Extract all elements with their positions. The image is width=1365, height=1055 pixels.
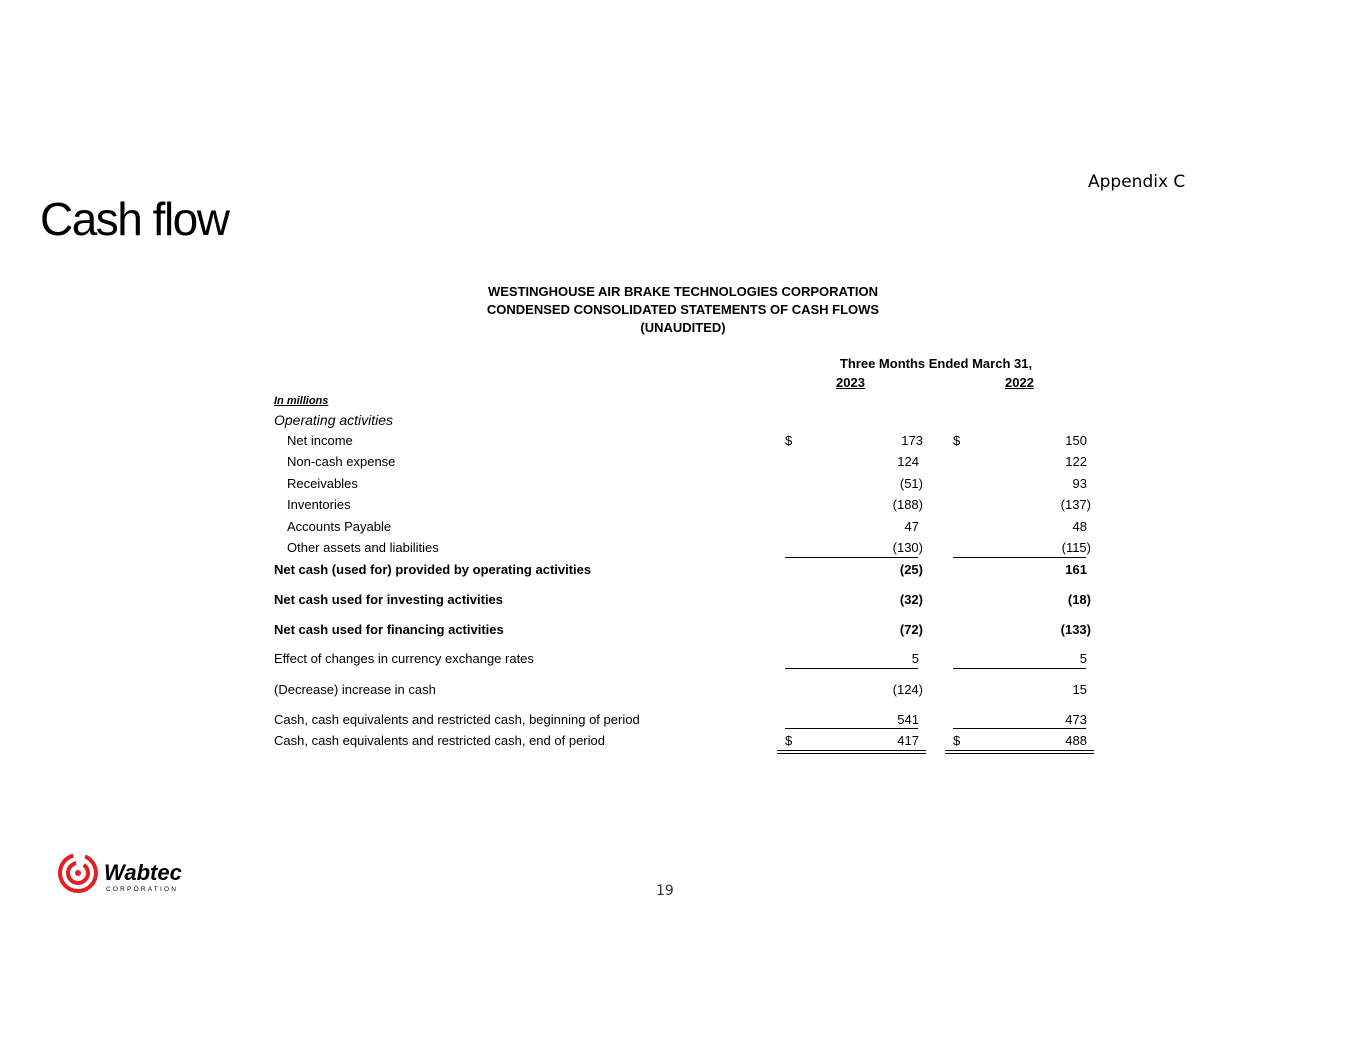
- table-row: [0, 540, 1365, 560]
- header-company: WESTINGHOUSE AIR BRAKE TECHNOLOGIES CORPORATION: [487, 284, 878, 299]
- row-label: Receivables: [287, 476, 358, 491]
- value-2022: 48: [1072, 519, 1087, 534]
- value-2023: (32): [899, 592, 923, 607]
- value-2023: (51): [899, 476, 923, 491]
- value-2023: 5: [911, 651, 919, 666]
- row-label: Inventories: [287, 497, 351, 512]
- table-row: [0, 733, 1365, 753]
- subtotal-rule: [953, 728, 1086, 729]
- unit-label: In millions: [274, 395, 329, 407]
- row-label: Effect of changes in currency exchange rates: [274, 651, 534, 666]
- subtotal-rule: [953, 557, 1086, 558]
- total-double-rule: [777, 750, 926, 754]
- subtotal-rule: [785, 728, 918, 729]
- currency-symbol: $: [785, 733, 793, 748]
- value-2023: 541: [897, 712, 919, 727]
- year-2022: 2022: [1005, 375, 1034, 390]
- subtotal-rule: [953, 668, 1086, 669]
- table-row: [0, 622, 1365, 642]
- value-2022: 150: [1065, 433, 1087, 448]
- logo-name: Wabtec: [104, 860, 182, 885]
- table-row: [0, 682, 1365, 702]
- row-label: (Decrease) increase in cash: [274, 682, 436, 697]
- page-title: Cash flow: [40, 193, 229, 245]
- period-header: Three Months Ended March 31,: [839, 356, 1033, 371]
- header-unaudited: (UNAUDITED): [640, 320, 726, 335]
- subtotal-rule: [785, 668, 918, 669]
- table-row: [0, 592, 1365, 612]
- row-label: Other assets and liabilities: [287, 540, 439, 555]
- value-2022: (133): [1060, 622, 1091, 637]
- total-double-rule: [945, 750, 1094, 754]
- value-2022: 5: [1079, 651, 1087, 666]
- row-label: Cash, cash equivalents and restricted cash, end of period: [274, 733, 605, 748]
- table-row: [0, 433, 1365, 453]
- table-row: [0, 476, 1365, 496]
- value-2022: (18): [1067, 592, 1091, 607]
- currency-symbol: $: [953, 433, 961, 448]
- value-2023: (130): [892, 540, 923, 555]
- value-2022: (115): [1061, 540, 1091, 555]
- row-label: Net cash (used for) provided by operating activities: [274, 562, 592, 577]
- page-number: 19: [656, 883, 674, 899]
- table-row: [0, 497, 1365, 517]
- currency-symbol: $: [785, 433, 793, 448]
- value-2023: (188): [892, 497, 923, 512]
- value-2022: 161: [1065, 562, 1087, 577]
- table-row: [0, 651, 1365, 671]
- value-2023: (124): [892, 682, 923, 697]
- currency-symbol: $: [953, 733, 961, 748]
- value-2023: 47: [904, 519, 919, 534]
- value-2022: 488: [1065, 733, 1087, 748]
- value-2023: 173: [901, 433, 923, 448]
- row-label: Cash, cash equivalents and restricted cash, beginning of period: [274, 712, 640, 727]
- row-label: Net cash used for financing activities: [274, 622, 504, 637]
- table-row: [0, 519, 1365, 539]
- appendix-label: Appendix C: [1088, 172, 1186, 192]
- wabtec-logo: [56, 848, 196, 898]
- header-statement: CONDENSED CONSOLIDATED STATEMENTS OF CASH FLOWS: [486, 302, 880, 317]
- subtotal-rule: [785, 557, 918, 558]
- value-2022: (137): [1060, 497, 1091, 512]
- value-2022: 93: [1072, 476, 1087, 491]
- row-label: Accounts Payable: [287, 519, 392, 534]
- year-2023: 2023: [836, 375, 865, 390]
- value-2022: 15: [1072, 682, 1087, 697]
- value-2022: 473: [1065, 712, 1087, 727]
- value-2022: 122: [1065, 454, 1087, 469]
- value-2023: 417: [897, 733, 919, 748]
- value-2023: (72): [899, 622, 923, 637]
- row-label: Net cash used for investing activities: [274, 592, 504, 607]
- table-row: [0, 712, 1365, 732]
- row-label: Non-cash expense: [287, 454, 396, 469]
- table-row: [0, 562, 1365, 582]
- value-2023: 124: [897, 454, 919, 469]
- section-operating: Operating activities: [274, 412, 394, 428]
- logo-sub: CORPORATION: [106, 886, 179, 893]
- wabtec-logo-icon: [56, 848, 196, 898]
- table-row: [0, 454, 1365, 474]
- value-2023: (25): [899, 562, 923, 577]
- row-label: Net income: [287, 433, 353, 448]
